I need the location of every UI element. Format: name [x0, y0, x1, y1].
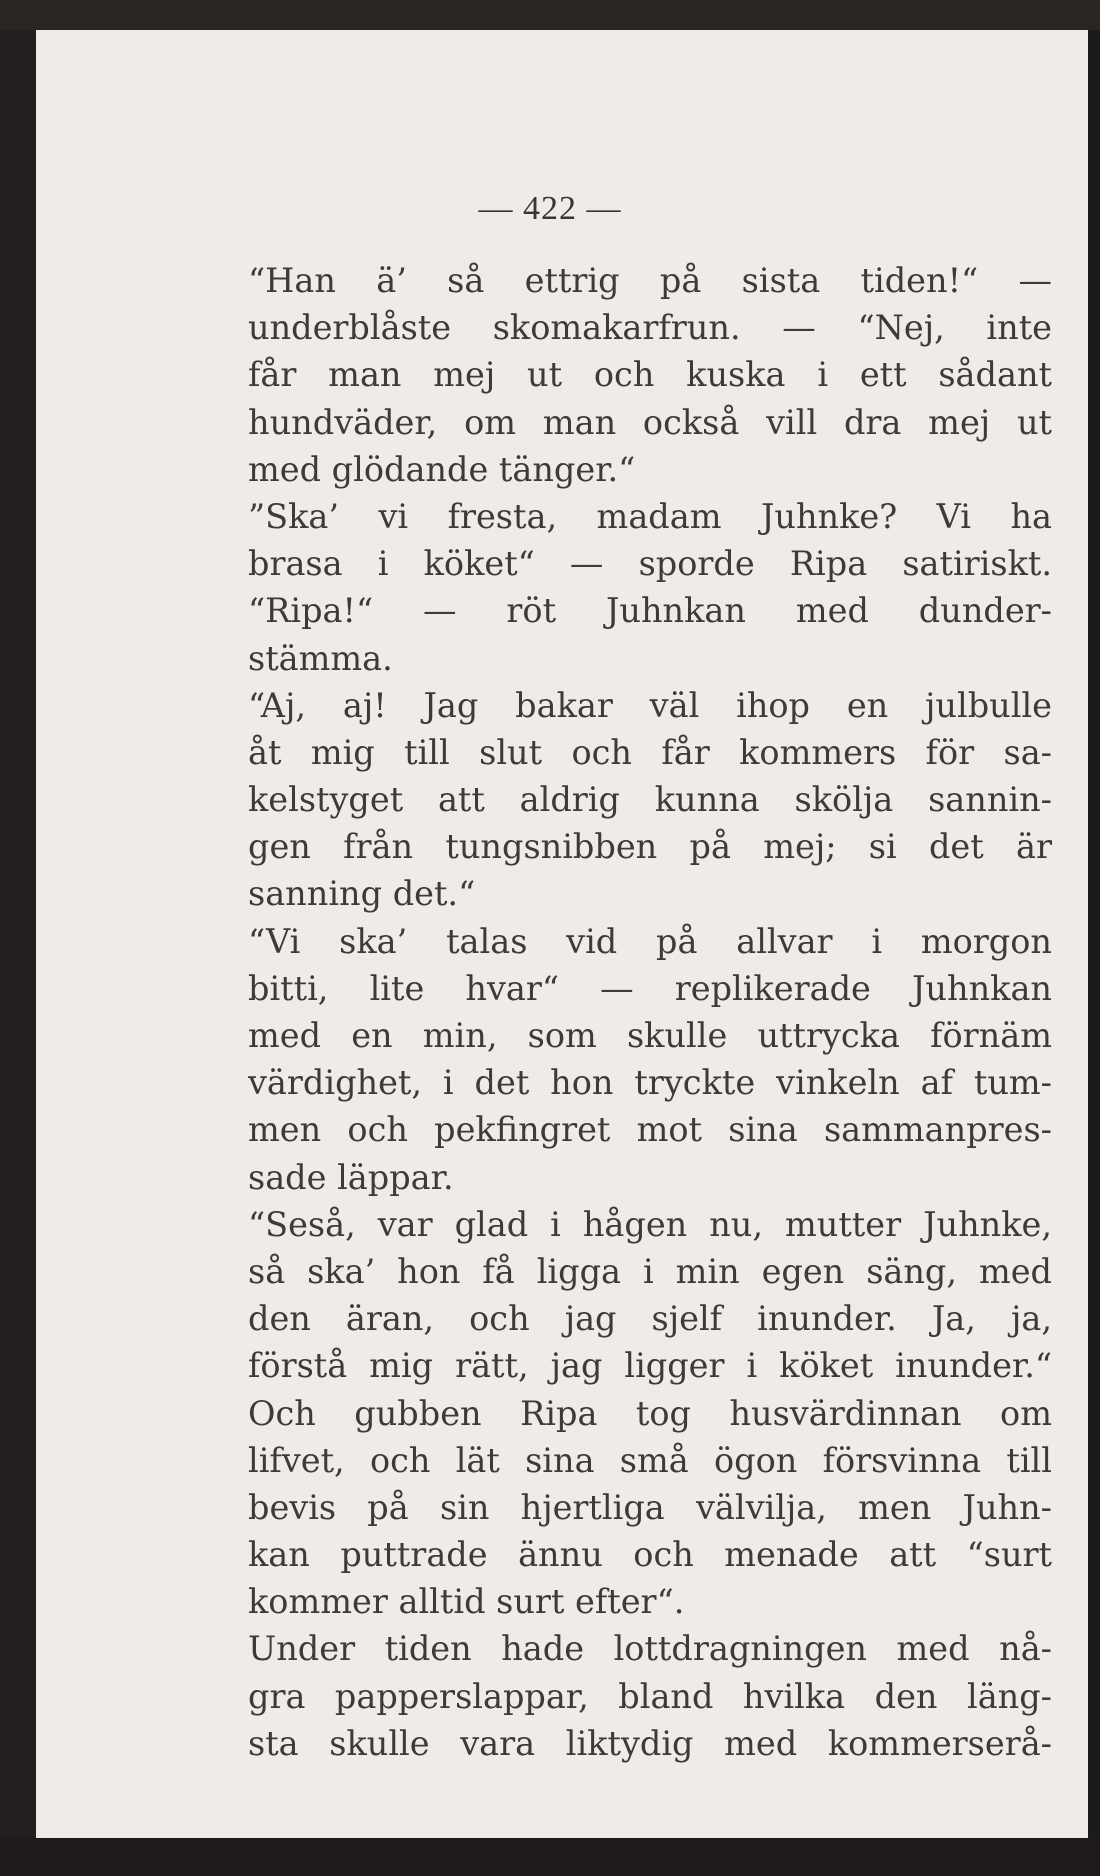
text-line: den äran, och jag sjelf inunder. Ja, ja,	[248, 1299, 1052, 1339]
text-line: brasa i köket“ — sporde Ripa satiriskt.	[248, 544, 1052, 584]
text-line: bevis på sin hjertliga välvilja, men Juhn-	[248, 1487, 1052, 1527]
text-line: “Han ä’ så ettrig på sista tiden!“ —	[248, 261, 1052, 300]
page-number: — 422 —	[478, 190, 622, 227]
scan-bottom-border	[0, 1838, 1100, 1876]
scan-top-border	[0, 0, 1100, 30]
scan-right-border	[1088, 30, 1100, 1838]
text-line: “Aj, aj! Jag bakar väl ihop en julbulle	[248, 685, 1052, 725]
text-line: kan puttrade ännu och menade att “surt	[248, 1535, 1052, 1575]
text-line: åt mig till slut och får kommers för sa-	[248, 732, 1052, 772]
text-line: ”Ska’ vi fresta, madam Juhnke? Vi ha	[248, 496, 1052, 536]
text-line: Under tiden hade lottdragningen med nå-	[248, 1629, 1052, 1669]
text-line: så ska’ hon få ligga i min egen säng, med	[248, 1251, 1052, 1291]
text-line: sta skulle vara liktydig med kommerserå-	[248, 1723, 1052, 1763]
text-line: sanning det.“	[248, 874, 476, 914]
text-line: bitti, lite hvar“ — replikerade Juhnkan	[248, 968, 1052, 1008]
text-line: med glödande tänger.“	[248, 449, 636, 489]
text-line: “Ripa!“ — röt Juhnkan med dunder-	[248, 591, 1052, 631]
text-line: kelstyget att aldrig kunna skölja sannin-	[248, 780, 1052, 820]
text-line: kommer alltid surt efter“.	[248, 1582, 685, 1622]
text-line: gen från tungsnibben på mej; si det är	[248, 827, 1052, 867]
text-line: “Seså, var glad i hågen nu, mutter Juhnke,	[248, 1204, 1052, 1244]
text-line: men och pekfingret mot sina sammanpres-	[248, 1110, 1052, 1150]
text-line: hundväder, om man också vill dra mej ut	[248, 402, 1052, 442]
text-line: förstå mig rätt, jag ligger i köket inunder.“	[248, 1346, 1052, 1386]
text-line: “Vi ska’ talas vid på allvar i morgon	[248, 921, 1052, 961]
text-line: värdighet, i det hon tryckte vinkeln af tum-	[248, 1063, 1052, 1103]
text-line: stämma.	[248, 638, 393, 678]
text-line: Och gubben Ripa tog husvärdinnan om	[248, 1393, 1052, 1433]
text-line: får man mej ut och kuska i ett sådant	[248, 355, 1052, 395]
text-line: lifvet, och lät sina små ögon försvinna till	[248, 1440, 1052, 1480]
text-line: gra papperslappar, bland hvilka den läng-	[248, 1676, 1052, 1716]
text-line: underblåste skomakarfrun. — “Nej, inte	[248, 308, 1052, 348]
text-line: med en min, som skulle uttrycka förnäm	[248, 1016, 1052, 1055]
text-line: sade läppar.	[248, 1157, 454, 1197]
body-text	[248, 257, 1052, 1767]
